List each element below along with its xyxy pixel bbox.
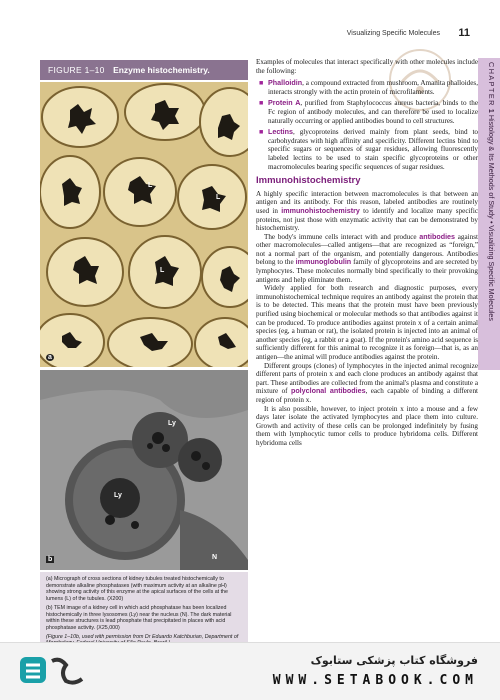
caption-a: (a) Micrograph of cross sections of kidney tubules treated histochemically to demonstrate alkaline phosphatases (with maximum activity at an alkaline pH) showing strong activity of this enzyme at the apical surfaces of the cells at the lumens (L) of the tubules. (X200) — [46, 576, 228, 603]
lysosome-label-2: Ly — [114, 492, 122, 499]
panel-a-label: a — [48, 354, 52, 361]
bullet-text: , purified from Staphylococcus aureus bacteria, binds to the Fc region of antibody molecules, and can therefore be used to localize naturally occurring or applied antibodies bound to cell structures. — [268, 99, 478, 125]
running-head-title: Visualizing Specific Molecules — [346, 30, 440, 37]
setabook-logo-icon — [18, 651, 88, 691]
term-antibodies: antibodies — [419, 232, 456, 241]
paragraph — [256, 362, 478, 405]
body-text-column — [256, 58, 478, 448]
separator: • — [487, 220, 496, 224]
side-tab-text — [482, 62, 496, 366]
caption-b: (b) TEM image of a kidney cell in which acid phosphatase has been localized histochemically in three lysosomes (Ly) near the nucleus (N). The dark material within these structures is lead phosphate that precipitated in places with acid phosphatase activity. (X25,000) — [46, 604, 232, 631]
section-heading: Immunohistochemistry — [256, 175, 361, 187]
kidney-cell-tem-image — [40, 370, 248, 570]
figure-number: FIGURE 1–10 — [48, 65, 105, 75]
bullet-text: , a compound extracted from mushroom, Amanita phalloides, interacts strongly with the actin protein of microfilaments. — [268, 79, 478, 96]
figure-caption — [40, 572, 248, 645]
intro-paragraph: Examples of molecules that interact specifically with other molecules include the following: — [256, 58, 478, 75]
section-title: Visualizing Specific Molecules — [487, 225, 496, 322]
page-number: 11 — [458, 27, 470, 39]
paragraph — [256, 233, 478, 285]
bullet-icon: ■ — [259, 79, 264, 88]
lumen-label-2: L — [160, 267, 165, 274]
paragraph: Widely applied for both research and diagnostic purposes, every immunohistochemical technique requires an antibody against the protein that is to be detected. This means that the protein must have been previously purified using biochemical or molecular methods so that antibodies against it can be produced. To produce antibodies against protein x of a certain animal species (eg, a human or rat), the isolated protein is injected into an animal of another species (eg, a rabbit or a goat). If the protein's amino acid sequence is sufficiently different for this animal to recognize it as foreign—that is, as an antigen—the animal will produce antibodies against the protein. — [256, 284, 478, 361]
footer-banner — [0, 642, 500, 700]
text-run: , each capable of binding a different region of protein x. — [256, 387, 478, 404]
kidney-tubule-micrograph — [40, 82, 248, 367]
figure-header — [40, 60, 248, 80]
paragraph: It is also possible, however, to inject protein x into a mouse and a few days later isolate the activated lymphocytes and place them into culture. Growth and activity of these cells can be prolonged indefinitely by fusing them with lymphocytic tumor cells to produce hybridoma cells. Different hybridoma cells — [256, 404, 478, 447]
list-item — [256, 99, 478, 125]
figure-title: Enzyme histochemistry. — [113, 65, 210, 75]
tem-panel-b — [40, 370, 248, 570]
text-run: against other macromolecules—called antigens—that are recognized as “foreign,” not a normal part of the organism, and potentially dangerous. Antibodies belong to the — [256, 232, 478, 267]
micrograph-panel-a — [40, 82, 248, 367]
figure-credit: (Figure 1–10b, used with permission from Dr Eduardo Katchburian, Department of — [46, 633, 239, 640]
text-run: The body's immune cells interact with and produce — [264, 232, 420, 241]
lumen-label-1: L — [148, 182, 153, 189]
chapter-title: Histology & Its Methods of Study — [487, 114, 496, 219]
nucleus-label: N — [212, 554, 218, 561]
list-item — [256, 128, 478, 171]
term-protein-a: Protein A — [268, 99, 301, 108]
term-phalloidin: Phalloidin — [268, 79, 303, 88]
panel-b-label: b — [48, 556, 53, 563]
molecule-list — [256, 79, 478, 171]
term-immunoglobulin: immunoglobulin — [295, 258, 352, 267]
figure-1-10 — [40, 60, 248, 645]
term-lectins: Lectins — [268, 128, 293, 137]
bullet-icon: ■ — [259, 99, 264, 108]
shop-url-link[interactable]: WWW.SETABOOK.COM — [272, 673, 478, 688]
bullet-icon: ■ — [259, 128, 264, 137]
lumen-label-3: L — [216, 194, 221, 201]
term-polyclonal-antibodies: polyclonal antibodies — [290, 387, 366, 396]
text-run: A highly specific interaction between macromolecules is that between an antigen and its antibody. For this reason, labeled antibodies are routinely used in — [256, 189, 478, 215]
chapter-word: CHAPTER — [487, 62, 496, 107]
text-run: to identify and localize many specific proteins, not just those with enzymatic activity that can be demonstrated by histochemistry. — [256, 206, 478, 233]
term-immunohistochemistry: immunohistochemistry — [281, 206, 360, 215]
text-run: Different groups (clones) of lymphocytes in the injected animal recognize different parts of protein x and each clone produces an antibody against that part. These antibodies are collected from the animal's plasma and constitute a mixture of — [256, 361, 478, 396]
bullet-text: , glycoproteins derived mainly from plant seeds, bind to carbohydrates with high affinity and specificity. Different lectins bind to specific sugars or sequences of sugar residues, allowing fluorescently labeled lectins to be used to stain specific glycoproteins or other macromolecules bearing specific sequences of sugar residues. — [268, 128, 478, 171]
chapter-number: 1 — [487, 108, 496, 113]
lysosome-label-1: Ly — [168, 420, 176, 427]
shop-name: فروشگاه کتاب پزشکی ستابوک — [310, 654, 478, 667]
running-head — [0, 0, 500, 40]
chapter-side-tab — [478, 58, 500, 370]
list-item — [256, 79, 478, 96]
paragraph — [256, 190, 478, 233]
text-run: family of glycoproteins and are secreted by lymphocytes. These molecules normally bind specifically to their provoking antigens and help eliminate them. — [256, 258, 478, 284]
